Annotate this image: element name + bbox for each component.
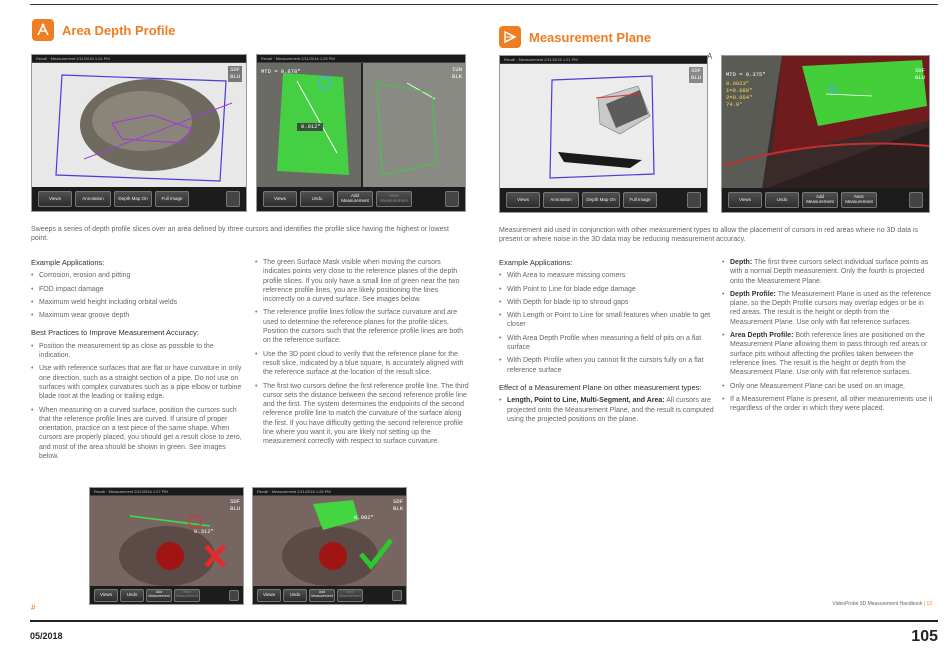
toggle-square-button[interactable]	[226, 191, 240, 207]
screen-overlay-code: SDF BLU	[691, 67, 701, 81]
measurement-plane-screen-1	[499, 55, 708, 213]
left-column-1	[31, 258, 247, 465]
list-item-term: Depth:	[730, 259, 753, 266]
list-item	[722, 382, 934, 391]
handbook-title: VideoProbe 3D Measurement Handbook	[832, 601, 923, 607]
right-section-header	[499, 26, 651, 48]
list-item-term: Area Depth Profile:	[730, 332, 794, 340]
add-measurement-button[interactable]: Add Measurement	[802, 192, 838, 208]
undo-button[interactable]: Undo	[120, 589, 144, 602]
views-button[interactable]: Views	[94, 589, 118, 602]
measurement-value: 0.002"	[354, 514, 374, 521]
best-practices-list	[31, 342, 247, 462]
list-item-text: Only one Measurement Plane can be used on an image.	[730, 382, 906, 390]
measurement-plane-screen-2	[721, 55, 930, 213]
screen-toolbar	[722, 188, 929, 212]
screen-overlay-code: SDF BLK	[393, 498, 403, 512]
bottom-rule	[30, 620, 938, 622]
list-item-text: Both reference lines are positioned on the Measurement Plane allowing them to pass through red areas or surface pits without affecting the profiles taken between the reference lines. The result is the height or depth from the Measurement Plane. Use only with flat reference surfaces.	[730, 332, 928, 377]
corner-marker: A	[707, 52, 713, 61]
views-button[interactable]: Views	[257, 589, 281, 602]
incorrect-cursor-example-screen	[89, 487, 244, 605]
list-item: • Maximum wear groove depth	[31, 311, 247, 320]
screen-status-bar: Recall · Measurement 2/11/2016 1:21 PM	[500, 56, 707, 64]
top-rule	[30, 4, 938, 5]
list-item	[722, 395, 934, 414]
correct-cursor-example-screen	[252, 487, 407, 605]
list-item: • Maximum weld height including orbital welds	[31, 298, 247, 307]
screen-status-bar: Recall · Measurement 2/11/2016 1:25 PM	[257, 55, 465, 63]
incorrect-placement-view	[90, 496, 244, 588]
views-button[interactable]: Views	[728, 192, 762, 208]
screen-toolbar	[257, 187, 465, 211]
list-item	[499, 396, 715, 424]
list-item-text: If a Measurement Plane is present, all other measurements use it regardless of the order in which they were placed.	[730, 395, 933, 413]
left-column-2	[255, 258, 470, 451]
screen-toolbar	[500, 188, 707, 212]
list-item: • With Depth Profile when you cannot fit the cursors fully on a flat reference surface	[499, 356, 715, 375]
left-section-header	[32, 19, 175, 41]
screen-toolbar	[32, 187, 246, 211]
list-item: • With Area Depth Profile when measuring a field of pits on a flat surface	[499, 334, 715, 353]
screen-status-bar: Recall · Measurement 2/11/2016 1:24 PM	[32, 55, 246, 63]
toggle-square-button[interactable]	[445, 191, 459, 207]
footer-page-number: 105	[911, 628, 938, 645]
list-item: • With Point to Line for blade edge damage	[499, 285, 715, 294]
views-button[interactable]: Views	[506, 192, 540, 208]
effect-heading: Effect of a Measurement Plane on other measurement types:	[499, 382, 702, 392]
list-item: • The first two cursors define the first reference profile line. The third cursor sets the distance between the second reference profile line and the first. The system determines the endpoints of the second reference profile line to match the curvature of the surface along the first. If you have difficulty getting the second reference profile line where you want it, you are likely not setting up the measurement correctly with respect to surface curvature.	[255, 382, 470, 447]
list-item-term: Length, Point to Line, Multi-Segment, and Area:	[507, 397, 665, 405]
next-measurement-button[interactable]: Next Measurement	[841, 192, 877, 208]
mtd-readout: MTD = 0.375"	[726, 71, 766, 78]
annotation-button[interactable]: Annotation	[75, 191, 111, 207]
list-item-text: All cursors are projected onto the Measurement Plane, and the result is computed using the projected positions on the plane.	[507, 397, 714, 423]
depth-map-on-button[interactable]: Depth Map On	[114, 191, 152, 207]
list-item: • The green Surface Mask visible when moving the cursors indicates points very close to the reference planes of the depth profile slices. If you only have a small line of green near the two reference profile lines, you are likely positioning the lines incorrectly on a curved surface. See images below.	[255, 258, 470, 304]
left-section-title: Area Depth Profile	[62, 22, 176, 38]
measurement-plane-icon	[499, 26, 521, 48]
best-practices-heading: Best Practices to Improve Measurement Accuracy:	[31, 328, 199, 338]
list-item-text: The first three cursors select individual surface points as with a normal Depth measurement. Only the fourth is projected onto the Measurement Plane.	[730, 259, 929, 285]
screen-toolbar	[90, 586, 243, 604]
toggle-square-button[interactable]	[687, 192, 701, 208]
example-applications-list	[499, 271, 715, 375]
surface-mask-notes-list	[255, 258, 470, 447]
list-item: • Position the measurement tip as close as possible to the indication.	[31, 342, 247, 361]
left-page-mark: #	[31, 603, 36, 612]
toggle-square-button[interactable]	[229, 590, 239, 601]
undo-button[interactable]: Undo	[283, 589, 307, 602]
plane-readout: 0.0023" 1=0.089" 2=0.054" 74.9°	[726, 80, 753, 108]
right-column-2	[722, 258, 934, 417]
full-image-button[interactable]: Full Image	[623, 192, 657, 208]
list-item	[722, 290, 934, 327]
example-applications-heading: Example Applications:	[31, 258, 105, 267]
list-item	[722, 258, 934, 286]
list-item: • Use the 3D point cloud to verify that the reference plane for the result slice, indicated by a blue square, is accurately aligned with the reference surface at the location of the result slice.	[255, 350, 470, 378]
footer-date: 05/2018	[30, 631, 63, 641]
effect-list	[499, 396, 715, 424]
measurement-value: 0.012"	[301, 123, 321, 130]
annotation-button[interactable]: Annotation	[543, 192, 579, 208]
list-item: • With Area to measure missing corners	[499, 271, 715, 280]
list-item-term: Depth Profile:	[730, 290, 776, 298]
add-measurement-button[interactable]: Add Measurement	[146, 589, 172, 602]
screen-overlay-code: SDF BLU	[230, 498, 240, 512]
undo-button[interactable]: Undo	[765, 192, 799, 208]
right-intro: Measurement aid used in conjunction with other measurement types to allow the placement of cursors in red areas where no 3D data is present or where noise in the 3D data may be reducing measurement accuracy.	[499, 227, 919, 244]
point-cloud-view	[32, 63, 247, 189]
list-item: • With Depth for blade tip to shroud gaps	[499, 298, 715, 307]
views-button[interactable]: Views	[263, 191, 297, 207]
add-measurement-button[interactable]: Add Measurement	[309, 589, 335, 602]
example-applications-list	[31, 271, 247, 320]
list-item: • FOD impact damage	[31, 285, 247, 294]
measurement-value: 0.312"	[194, 528, 214, 535]
views-button[interactable]: Views	[38, 191, 72, 207]
screen-overlay-code: IUN BLK	[452, 66, 462, 80]
screen-toolbar	[253, 586, 406, 604]
screen-status-bar: Recall · Measurement 2/11/2016 1:28 PM	[253, 488, 406, 496]
area-depth-screen-2	[256, 54, 466, 212]
screen-overlay-code: SDF BLU	[230, 66, 240, 80]
list-item: • The reference profile lines follow the surface curvature and are used to determine the reference planes for the profile slices. Position the cursors such that the reference profile lines are both on the reference surface.	[255, 308, 470, 345]
handbook-footer: VideoProbe 3D Measurement Handbook | 13	[832, 601, 932, 607]
toggle-square-button[interactable]	[909, 192, 923, 208]
depth-map-on-button[interactable]: Depth Map On	[582, 192, 620, 208]
left-intro: Sweeps a series of depth profile slices over an area defined by three cursors and identifies the profile slice having the highest or lowest point.	[31, 226, 449, 243]
add-measurement-button[interactable]: Add Measurement	[337, 191, 373, 207]
measurement-type-effects-list	[722, 258, 934, 413]
screen-overlay-code: SDF BLU	[915, 67, 925, 81]
screen-status-bar: Recall · Measurement 2/11/2016 1:27 PM	[90, 488, 243, 496]
list-item-text: The Measurement Plane is used as the reference plane, so the Depth Profile cursors may overlap edges or be in red areas. The result is the height or depth from the Measurement Plane. Use only with flat reference surfaces.	[730, 290, 932, 326]
area-depth-profile-icon	[32, 19, 54, 41]
next-measurement-button[interactable]: Next Measurement	[174, 589, 200, 602]
example-applications-heading: Example Applications:	[499, 258, 573, 267]
list-item: • With Length or Point to Line for small features when unable to get closer	[499, 311, 715, 330]
camera-view-with-surface-mask	[257, 63, 466, 189]
toggle-square-button[interactable]	[392, 590, 402, 601]
next-measurement-button[interactable]: Next Measurement	[376, 191, 412, 207]
right-section-title: Measurement Plane	[529, 29, 652, 45]
mtd-readout: MTD = 0.878"	[261, 68, 301, 75]
full-image-button[interactable]: Full Image	[155, 191, 189, 207]
list-item: • Corrosion, erosion and pitting	[31, 271, 247, 280]
next-measurement-button[interactable]: Next Measurement	[337, 589, 363, 602]
list-item	[722, 331, 934, 377]
area-depth-screen-1	[31, 54, 247, 212]
list-item: • Use with reference surfaces that are flat or have curvature in only one direction, such as a straight section of a pipe. Do not use on surfaces with complex curvatures such as a pipe elbow or turbine blade root at the leading or trailing edge.	[31, 364, 247, 401]
point-cloud-view	[500, 64, 708, 190]
correct-placement-view	[253, 496, 407, 588]
handbook-page: 13	[926, 601, 932, 607]
right-column-1	[499, 258, 715, 428]
list-item: • When measuring on a curved surface, position the cursors such that the reference profile lines are curved. If unsure of proper orientation, practice on a test piece of the same shape. When cursors are properly placed, you should get a result close to zero, and most of the area should be shown in green. See images below.	[31, 406, 247, 462]
undo-button[interactable]: Undo	[300, 191, 334, 207]
